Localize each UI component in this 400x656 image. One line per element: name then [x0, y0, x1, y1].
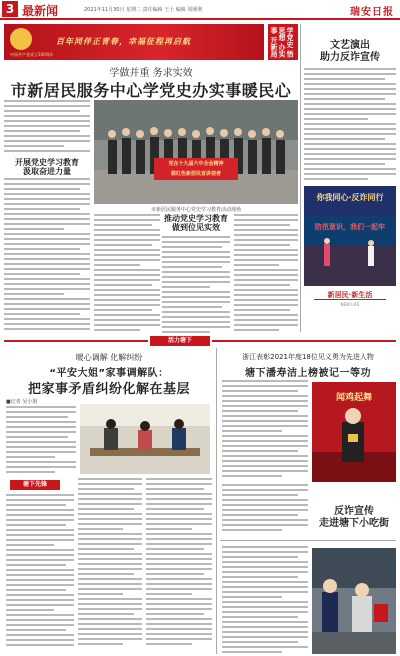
mediation-photo: [80, 404, 210, 474]
lead-group-photo: [94, 100, 298, 204]
side-body: [304, 68, 396, 184]
lead-photo-caption: 市新居民服务中心党史学习教育活动现场: [150, 207, 241, 213]
lead-body-col1a: [4, 100, 90, 156]
tangxia-kicker: 浙江表彰2021年度18位见义勇为先进人物: [242, 353, 374, 361]
stage-screen-subtext: 防范意识，我们一起牢: [315, 223, 385, 231]
party-emblem-icon: [10, 28, 32, 50]
mediation-author: ■记者 吴小姐: [6, 399, 38, 405]
lead-body-col4: [234, 214, 298, 334]
tangxia-award-photo: [312, 382, 396, 482]
anti-fraud-photo: [312, 548, 396, 654]
photo-banner-text: 党在十九届六中全会精神 做红色新居民宣讲使者: [168, 161, 224, 177]
anniversary-banner: [4, 24, 264, 60]
newspaper-logo: 瑞安日报: [350, 7, 394, 18]
mediation-body-col2: [78, 478, 142, 654]
mediation-tag: 塘下先锋: [10, 480, 60, 490]
column-divider: [300, 24, 301, 332]
column-tag-en: NEW LIFE: [340, 302, 360, 307]
tangxia-body-col1: [222, 380, 308, 480]
anti-fraud-body-col1: [222, 546, 308, 654]
mediation-headline-2: 把家事矛盾纠纷化解在基层: [27, 382, 190, 397]
anti-fraud-headline: 反诈宣传 走进塘下小吃街: [319, 506, 389, 529]
page-number: 3: [2, 1, 18, 17]
lead-headline: 市新居民服务中心学党史办实事暖民心: [10, 81, 292, 100]
column-tag: 新居民·新生活: [314, 290, 386, 300]
side-stage-photo: [304, 186, 396, 286]
mediation-headline-1: “平安大姐”家事调解队：: [49, 368, 169, 379]
mediation-body-col3: [146, 478, 212, 654]
stage-screen-text: 你我同心·反诈同行: [316, 193, 384, 202]
tangxia-body-col1b: [222, 484, 308, 534]
lower-column-divider: [216, 348, 217, 654]
mediation-lede: [6, 406, 76, 478]
lead-body-col2: [94, 214, 160, 334]
lead-body-col1b: [4, 178, 90, 334]
section-rule-right: [212, 340, 396, 342]
section-name: 最新闻: [22, 4, 59, 18]
vertical-slogan-box: [268, 24, 298, 60]
mediation-kicker: 暖心调解 化解纠纷: [75, 353, 143, 362]
lead-subhead-1: 开展党史学习教育 汲取奋进力量: [15, 158, 79, 176]
lead-kicker: 学做并重 务求实效: [109, 68, 193, 79]
lead-body-col3: [162, 236, 230, 334]
banner-slogan: 百年同伴正青春，幸福征程再启航: [56, 37, 191, 46]
masthead: [0, 0, 400, 20]
masthead-info: 2021年11月30日 星期二 责任编辑 王士 编辑 周刚利: [84, 7, 203, 13]
section-bar: 活力塘下: [150, 336, 210, 346]
lower-right-rule: [220, 540, 396, 541]
mediation-body-col1: [6, 494, 74, 654]
lead-subhead-2: 推动党史学习教育 做到位见实效: [164, 214, 228, 232]
section-rule-left: [4, 340, 148, 342]
vertical-slogan: 学党史 悟思想 办实事 开新局: [270, 26, 294, 58]
banner-subtitle: 中国共产党成立100周年: [10, 52, 54, 57]
tangxia-headline: 塘下潘寿洁上榜被记一等功: [245, 368, 371, 379]
award-backdrop-text: 闻鸡起舞: [335, 393, 372, 403]
side-headline: 文艺演出 助力反诈宣传: [320, 40, 380, 63]
